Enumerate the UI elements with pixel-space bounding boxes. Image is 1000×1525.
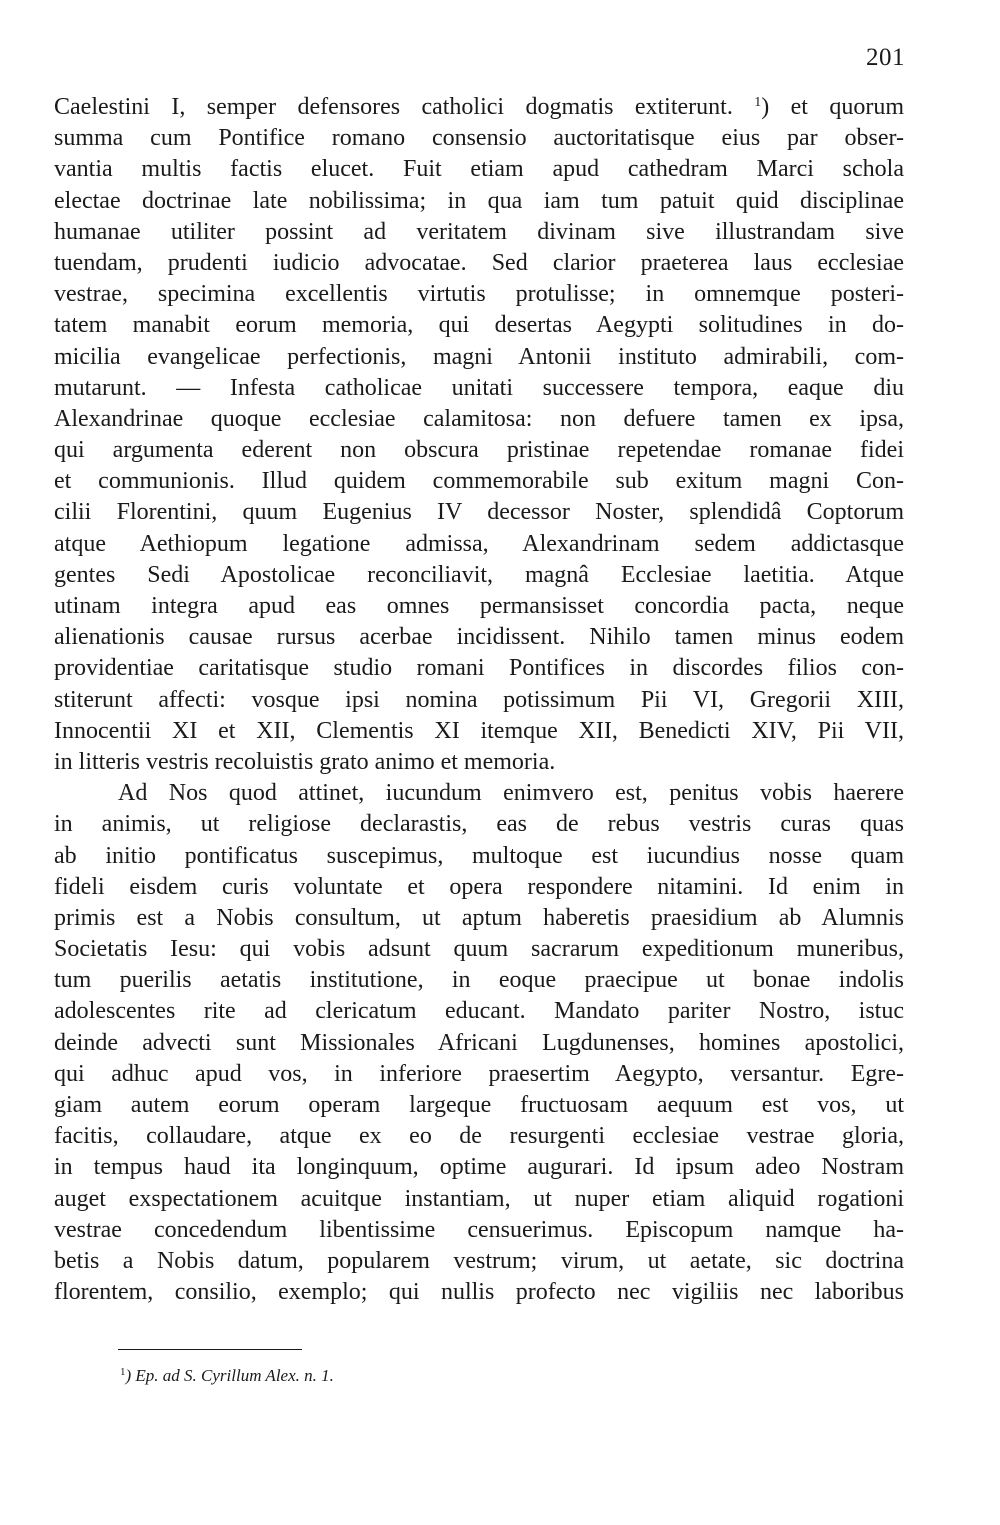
text-line: fideli eisdem curis voluntate et opera respondere nitamini. Id enim in [54,873,904,900]
footnote-marker: 1 [120,1366,126,1378]
text-line: auget exspectationem acuitque instantiam, ut nuper etiam aliquid rogationi [54,1185,904,1212]
text-line: betis a Nobis datum, popularem vestrum; virum, ut aetate, sic doctrina [54,1247,904,1274]
text-line: mutarunt. — Infesta catholicae unitati successere tempora, eaque diu [54,374,904,401]
text-line: vestrae concedendum libentissime censuerimus. Episcopum namque ha- [54,1216,904,1243]
footnote [120,1366,334,1386]
text-line: et communionis. Illud quidem commemorabile sub exitum magni Con- [54,468,904,495]
text-line: micilia evangelicae perfectionis, magni Antonii instituto admirabili, com- [54,343,904,370]
page-number: 201 [866,44,905,71]
footnote-divider [118,1349,302,1350]
text-line: tatem manabit eorum memoria, qui desertas Aegypti solitudines in do- [54,312,904,339]
text-line: tuendam, prudenti iudicio advocatae. Sed clarior praeterea laus ecclesiae [54,249,904,276]
text-line: humanae utiliter possint ad veritatem divinam sive illustrandam sive [54,218,904,245]
text-line: cilii Florentini, quum Eugenius IV decessor Noster, splendidâ Coptorum [54,499,904,526]
text-line-1-end: ) et quorum [761,94,904,120]
footnote-text: ) Ep. ad S. Cyrillum Alex. n. 1. [125,1366,334,1385]
text-line-paragraph-start: Ad Nos quod attinet, iucundum enimvero est, penitus vobis haerere [118,780,904,807]
text-line: qui adhuc apud vos, in inferiore praesertim Aegypto, versantur. Egre- [54,1060,904,1087]
text-line: Alexandrinae quoque ecclesiae calamitosa: non defuere tamen ex ipsa, [54,405,904,432]
text-line: in tempus haud ita longinquum, optime augurari. Id ipsum adeo Nostram [54,1154,904,1181]
text-line: facitis, collaudare, atque ex eo de resurgenti ecclesiae vestrae gloria, [54,1123,904,1150]
text-line: providentiae caritatisque studio romani Pontifices in discordes filios con- [54,655,904,682]
text-line-1-start: Caelestini I, semper defensores catholici dogmatis extiterunt. [54,94,733,120]
text-line: in animis, ut religiose declarastis, eas de rebus vestris curas quas [54,811,904,838]
text-line: alienationis causae rursus acerbae incidissent. Nihilo tamen minus eodem [54,624,904,651]
text-line: stiterunt affecti: vosque ipsi nomina potissimum Pii VI, Gregorii XIII, [54,686,904,713]
text-line: electae doctrinae late nobilissima; in qua iam tum patuit quid disciplinae [54,187,904,214]
text-line: giam autem eorum operam largeque fructuosam aequum est vos, ut [54,1092,904,1118]
text-line: Innocentii XI et XII, Clementis XI itemque XII, Benedicti XIV, Pii VII, [54,717,904,744]
text-line: utinam integra apud eas omnes permansisset concordia pacta, neque [54,593,904,619]
text-line: gentes Sedi Apostolicae reconciliavit, magnâ Ecclesiae laetitia. Atque [54,561,904,588]
text-line: ab initio pontificatus suscepimus, multoque est iucundius nosse quam [54,842,904,869]
text-line: vestrae, specimina excellentis virtutis protulisse; in omnemque posteri- [54,281,904,308]
text-line: primis est a Nobis consultum, ut aptum haberetis praesidium ab Alumnis [54,904,904,931]
text-line: summa cum Pontifice romano consensio auctoritatisque eius par obser- [54,125,904,152]
body-text [54,92,904,1308]
text-line: vantia multis factis elucet. Fuit etiam apud cathedram Marci schola [54,156,904,183]
text-line: atque Aethiopum legatione admissa, Alexandrinam sedem addictasque [54,530,904,557]
text-line: deinde advecti sunt Missionales Africani Lugdunenses, homines apostolici, [54,1029,904,1056]
text-line: florentem, consilio, exemplo; qui nullis profecto nec vigiliis nec laboribus [54,1279,904,1306]
text-line: qui argumenta ederent non obscura pristinae repetendae romanae fidei [54,437,904,464]
text-line-paragraph-end: in litteris vestris recoluistis grato animo et memoria. [54,748,556,775]
text-line-1 [54,92,904,123]
footnote-reference: 1 [754,95,762,110]
text-line: tum puerilis aetatis institutione, in eoque praecipue ut bonae indolis [54,967,904,994]
text-line: adolescentes rite ad clericatum educant. Mandato pariter Nostro, istuc [54,998,904,1025]
text-line: Societatis Iesu: qui vobis adsunt quum sacrarum expeditionum muneribus, [54,936,904,963]
